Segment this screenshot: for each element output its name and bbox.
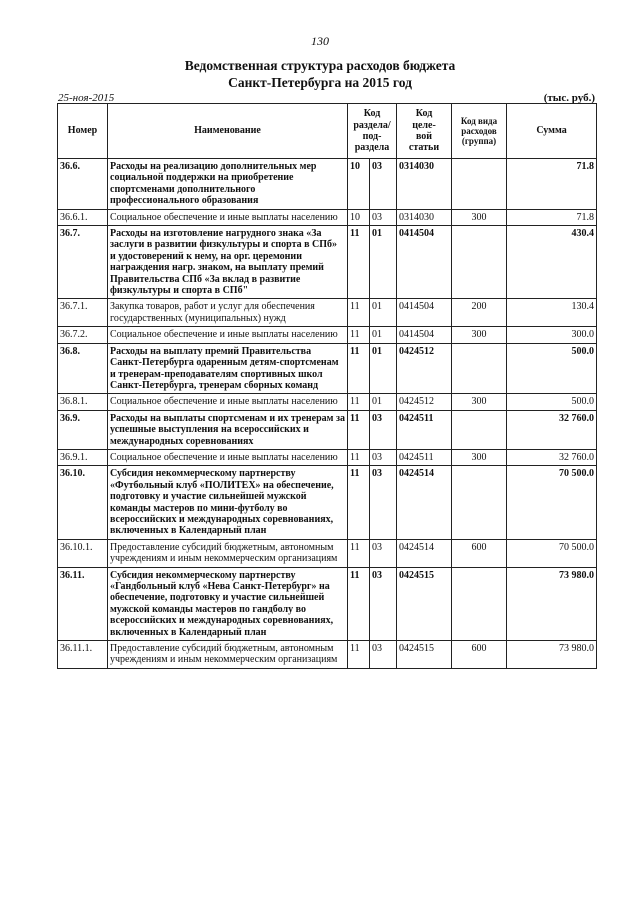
row-target: 0424511	[397, 410, 452, 449]
row-number: 36.9.	[58, 410, 108, 449]
row-name: Социальное обеспечение и иные выплаты населению	[108, 394, 348, 410]
row-sum: 73 980.0	[507, 567, 597, 640]
row-number: 36.7.2.	[58, 327, 108, 343]
row-name: Социальное обеспечение и иные выплаты населению	[108, 209, 348, 225]
row-number: 36.11.	[58, 567, 108, 640]
table-row	[58, 567, 597, 640]
row-sum: 70 500.0	[507, 539, 597, 567]
row-name: Расходы на выплаты спортсменам и их тренерам за успешные выступления на всероссийских и международных соревнованиях	[108, 410, 348, 449]
row-subsection: 01	[370, 394, 397, 410]
table-row	[58, 449, 597, 465]
row-subsection: 03	[370, 209, 397, 225]
row-target: 0414504	[397, 226, 452, 299]
row-name: Предоставление субсидий бюджетным, автономным учреждениям и иным некоммерческим организациям	[108, 539, 348, 567]
header-expense-line: расходов	[461, 126, 497, 136]
row-target: 0424512	[397, 343, 452, 394]
row-target: 0424514	[397, 539, 452, 567]
row-number: 36.10.1.	[58, 539, 108, 567]
row-name: Социальное обеспечение и иные выплаты населению	[108, 327, 348, 343]
row-section: 11	[348, 466, 370, 539]
row-group: 300	[452, 327, 507, 343]
row-name: Субсидия некоммерческому партнерству «Гандбольный клуб «Нева Санкт-Петербург» на обеспечение, подготовку и участие сильнейшей мужской команды мастеров по гандболу во всероссийских и международных соревнованиях, включенных в Календарный план	[108, 567, 348, 640]
table-row	[58, 159, 597, 210]
row-subsection: 03	[370, 449, 397, 465]
row-sum: 500.0	[507, 343, 597, 394]
table-row	[58, 539, 597, 567]
row-group: 600	[452, 539, 507, 567]
row-number: 36.6.1.	[58, 209, 108, 225]
row-sum: 130.4	[507, 299, 597, 327]
budget-table	[57, 103, 597, 669]
row-target: 0414504	[397, 299, 452, 327]
row-subsection: 03	[370, 539, 397, 567]
row-subsection: 01	[370, 327, 397, 343]
table-row	[58, 343, 597, 394]
row-target: 0424511	[397, 449, 452, 465]
row-subsection: 03	[370, 466, 397, 539]
row-section: 11	[348, 226, 370, 299]
row-name: Предоставление субсидий бюджетным, автономным учреждениям и иным некоммерческим организациям	[108, 641, 348, 669]
row-group: 300	[452, 449, 507, 465]
row-section: 11	[348, 299, 370, 327]
row-section: 11	[348, 567, 370, 640]
row-group	[452, 343, 507, 394]
header-target-line: целе-	[412, 119, 436, 131]
row-section: 10	[348, 159, 370, 210]
table-row	[58, 394, 597, 410]
document-title	[0, 57, 640, 91]
header-expense-type	[452, 104, 507, 159]
row-target: 0424514	[397, 466, 452, 539]
report-date: 25-ноя-2015	[58, 92, 115, 104]
row-number: 36.7.1.	[58, 299, 108, 327]
row-section: 11	[348, 410, 370, 449]
row-section: 11	[348, 327, 370, 343]
row-sum: 32 760.0	[507, 449, 597, 465]
row-section: 11	[348, 641, 370, 669]
row-number: 36.11.1.	[58, 641, 108, 669]
row-group: 300	[452, 394, 507, 410]
header-section-line: раздела	[354, 142, 390, 154]
table-row	[58, 209, 597, 225]
row-subsection: 03	[370, 410, 397, 449]
header-expense-line: Код вида	[460, 116, 498, 126]
row-sum: 73 980.0	[507, 641, 597, 669]
row-sum: 430.4	[507, 226, 597, 299]
row-group: 200	[452, 299, 507, 327]
units-label: (тыс. руб.)	[543, 92, 595, 104]
header-section-line: под-	[362, 131, 382, 142]
row-group: 300	[452, 209, 507, 225]
row-subsection: 03	[370, 567, 397, 640]
row-name: Расходы на реализацию дополнительных мер социальной поддержки на приобретение спортсменами дополнительного профессионального образования	[108, 159, 348, 210]
header-section	[348, 104, 397, 159]
row-sum: 71.8	[507, 209, 597, 225]
row-target: 0424512	[397, 394, 452, 410]
page-number: 130	[311, 34, 329, 48]
header-target-line: статьи	[408, 142, 440, 154]
row-group	[452, 226, 507, 299]
row-number: 36.8.1.	[58, 394, 108, 410]
row-name: Субсидия некоммерческому партнерству «Футбольный клуб «ПОЛИТЕХ» на обеспечение, подготовку и участие сильнейшей мужской команды мастеров по мини-футболу во всероссийских и международных соревнованиях, включенных в Календарный план	[108, 466, 348, 539]
header-sum: Сумма	[507, 104, 597, 159]
row-section: 11	[348, 449, 370, 465]
row-subsection: 01	[370, 226, 397, 299]
row-section: 11	[348, 539, 370, 567]
row-subsection: 01	[370, 299, 397, 327]
header-target-line: вой	[415, 131, 433, 142]
table-row	[58, 410, 597, 449]
table-row	[58, 466, 597, 539]
row-name: Расходы на выплату премий Правительства Санкт-Петербурга одаренным детям-спортсменам и тренерам-преподавателям спортивных школ Санкт-Петербурга, тренерам сборных команд	[108, 343, 348, 394]
row-group	[452, 567, 507, 640]
header-section-line: раздела/	[353, 119, 391, 131]
row-number: 36.9.1.	[58, 449, 108, 465]
row-number: 36.6.	[58, 159, 108, 210]
row-sum: 500.0	[507, 394, 597, 410]
row-section: 11	[348, 343, 370, 394]
row-number: 36.8.	[58, 343, 108, 394]
header-target-line: Код	[415, 108, 433, 120]
title-line-2: Санкт-Петербурга на 2015 год	[228, 75, 412, 90]
row-group	[452, 466, 507, 539]
table-row	[58, 226, 597, 299]
row-number: 36.10.	[58, 466, 108, 539]
row-section: 11	[348, 394, 370, 410]
row-subsection: 03	[370, 641, 397, 669]
row-sum: 32 760.0	[507, 410, 597, 449]
row-sum: 300.0	[507, 327, 597, 343]
header-target	[397, 104, 452, 159]
row-group	[452, 410, 507, 449]
row-name: Расходы на изготовление нагрудного знака «За заслуги в развитии физкультуры и спорта в СПб» и удостоверений к нему, на орг. церемонии награждения нагр. знаком, на выплату премий Правительства СПб «За вклад в развитие физкультуры и спорта в СПб"	[108, 226, 348, 299]
row-name: Закупка товаров, работ и услуг для обеспечения государственных (муниципальных) нужд	[108, 299, 348, 327]
row-target: 0314030	[397, 209, 452, 225]
table-row	[58, 299, 597, 327]
row-name: Социальное обеспечение и иные выплаты населению	[108, 449, 348, 465]
row-target: 0414504	[397, 327, 452, 343]
row-subsection: 01	[370, 343, 397, 394]
row-section: 10	[348, 209, 370, 225]
row-group	[452, 159, 507, 210]
row-subsection: 03	[370, 159, 397, 210]
header-expense-line: (группа)	[461, 136, 497, 146]
row-target: 0424515	[397, 641, 452, 669]
row-sum: 70 500.0	[507, 466, 597, 539]
header-name: Наименование	[108, 104, 348, 159]
table-row	[58, 327, 597, 343]
header-section-line: Код	[363, 108, 381, 120]
row-sum: 71.8	[507, 159, 597, 210]
table-row	[58, 641, 597, 669]
table-header-row	[58, 104, 597, 159]
row-number: 36.7.	[58, 226, 108, 299]
title-line-1: Ведомственная структура расходов бюджета	[184, 58, 456, 73]
row-target: 0424515	[397, 567, 452, 640]
header-number: Номер	[58, 104, 108, 159]
row-group: 600	[452, 641, 507, 669]
row-target: 0314030	[397, 159, 452, 210]
